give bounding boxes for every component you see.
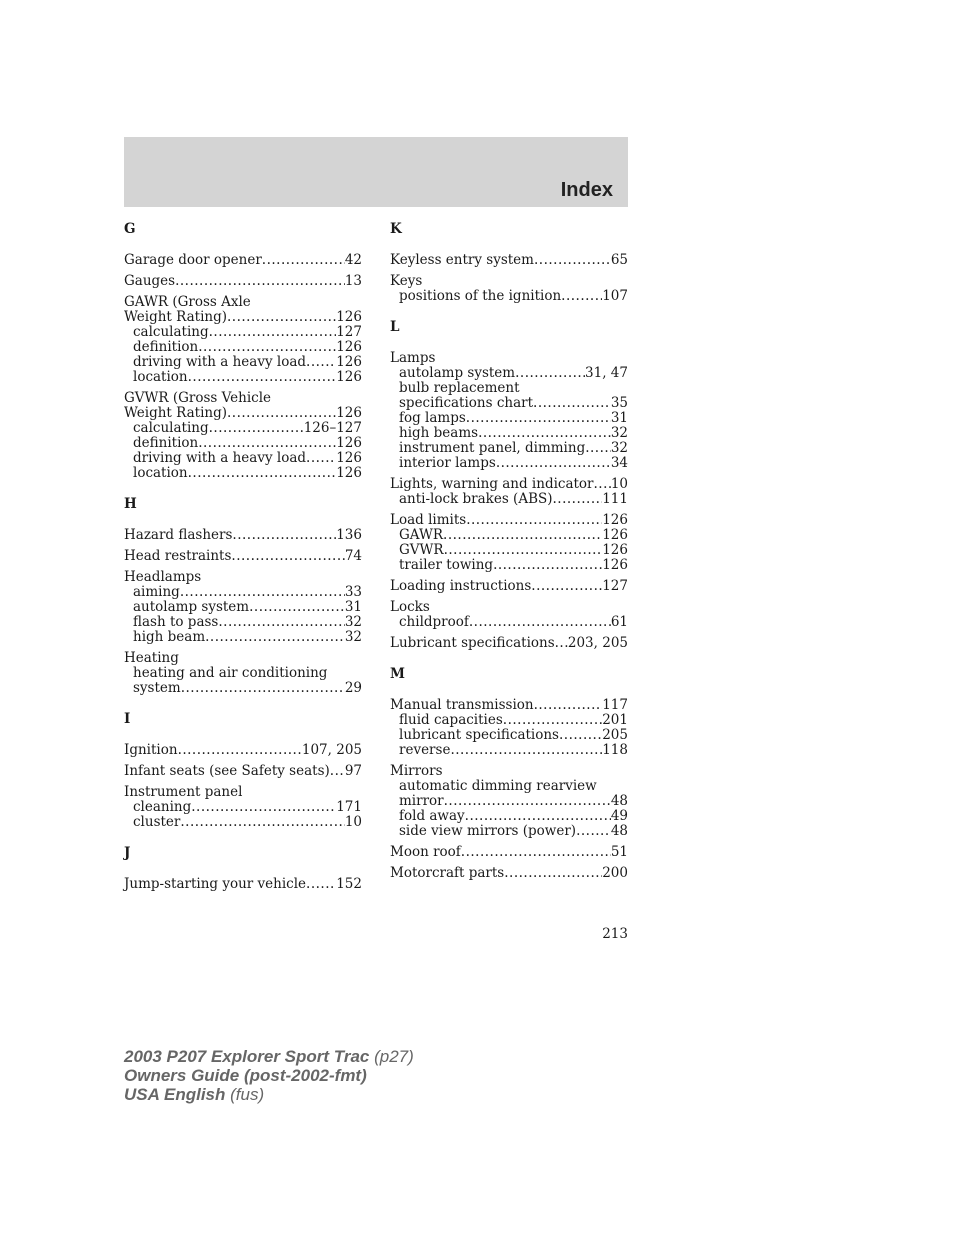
- index-subentry: [390, 289, 628, 304]
- dot-leader: [191, 800, 336, 815]
- page-reference: 126: [336, 339, 362, 355]
- entry-text: autolamp system: [133, 599, 250, 615]
- section-letter: K: [390, 221, 402, 237]
- index-subentry: [124, 800, 362, 815]
- entry-text: location: [133, 465, 188, 481]
- index-entry-line: [124, 570, 362, 585]
- index-entry: [390, 579, 628, 594]
- dot-leader: [504, 866, 602, 881]
- index-entry: [390, 600, 628, 630]
- index-entry-line: [390, 866, 628, 881]
- dot-leader: [534, 698, 603, 713]
- entry-text: Hazard flashers: [124, 527, 233, 543]
- entry-text: Locks: [390, 599, 430, 615]
- page-reference: 74: [344, 548, 362, 564]
- entry-text: cleaning: [133, 799, 192, 815]
- entry-text: Loading instructions: [390, 578, 532, 594]
- page-reference: 107, 205: [301, 742, 362, 758]
- entry-text: GVWR (Gross Vehicle: [124, 390, 272, 406]
- page-reference: 35: [610, 395, 628, 411]
- dot-leader: [515, 366, 585, 381]
- dot-leader: [205, 630, 345, 645]
- entry-text: flash to pass: [133, 614, 219, 630]
- index-entry: [124, 651, 362, 696]
- index-column-right: [390, 222, 628, 887]
- page-reference: 61: [610, 614, 628, 630]
- index-subentry: [390, 558, 628, 573]
- index-entry-line: [124, 764, 362, 779]
- entry-text: calculating: [133, 324, 209, 340]
- page-reference: 127: [602, 578, 628, 594]
- page-reference: 31: [344, 599, 362, 615]
- page-reference: 29: [344, 680, 362, 696]
- index-entry-line: [124, 528, 362, 543]
- index-entry: [390, 866, 628, 881]
- page-reference: 126: [336, 369, 362, 385]
- index-entry: [124, 877, 362, 892]
- entry-text: fog lamps: [399, 410, 466, 426]
- index-entry-line: [124, 295, 362, 310]
- index-subentry: [124, 615, 362, 630]
- index-subentry: [124, 630, 362, 645]
- page-reference: 10: [344, 814, 362, 830]
- index-entry-line: [124, 651, 362, 666]
- entry-text: specifications chart: [399, 395, 534, 411]
- dot-leader: [534, 253, 611, 268]
- page-reference: 49: [610, 808, 628, 824]
- page-reference: 117: [602, 697, 628, 713]
- index-subentry: [390, 366, 628, 381]
- page-reference: 33: [344, 584, 362, 600]
- section-letter: H: [124, 496, 137, 512]
- entry-text: reverse: [399, 742, 451, 758]
- index-header-bar: [124, 137, 628, 207]
- page-reference: 126: [336, 309, 362, 325]
- index-subentry: [390, 528, 628, 543]
- index-subentry: [390, 411, 628, 426]
- entry-text: Lubricant specifications: [390, 635, 555, 651]
- index-subentry: [390, 809, 628, 824]
- page-reference: 48: [610, 793, 628, 809]
- footer-language-code: (fus): [230, 1085, 265, 1104]
- section-letter: J: [124, 845, 131, 861]
- dot-leader: [461, 845, 611, 860]
- dot-leader: [585, 441, 611, 456]
- index-subentry: [390, 543, 628, 558]
- index-entry: [390, 764, 628, 839]
- section-letter: L: [390, 319, 400, 335]
- index-subentry: [390, 396, 628, 411]
- index-entry-line: [124, 253, 362, 268]
- entry-text: instrument panel, dimming: [399, 440, 586, 456]
- index-subentry: [124, 370, 362, 385]
- page-reference: 136: [336, 527, 362, 543]
- page-reference: 127: [336, 324, 362, 340]
- index-subentry: [390, 456, 628, 471]
- dot-leader: [531, 579, 602, 594]
- entry-text: calculating: [133, 420, 209, 436]
- page-reference: 126: [336, 354, 362, 370]
- footer-vehicle-title: 2003 P207 Explorer Sport Trac: [124, 1047, 370, 1066]
- index-subentry: [124, 681, 362, 696]
- footer-guide-title: Owners Guide (post-2002-fmt): [124, 1066, 367, 1085]
- entry-text: Weight Rating): [124, 405, 228, 421]
- dot-leader: [209, 325, 337, 340]
- entry-text: Manual transmission: [390, 697, 534, 713]
- page-reference: 111: [602, 491, 628, 507]
- dot-leader: [444, 543, 603, 558]
- dot-leader: [444, 794, 611, 809]
- index-subentry: [390, 779, 628, 794]
- dot-leader: [227, 310, 336, 325]
- index-entry: [124, 549, 362, 564]
- footer-line-3: [124, 1085, 414, 1104]
- index-entry-line: [124, 743, 362, 758]
- page-reference: 126: [602, 557, 628, 573]
- entry-text: Mirrors: [390, 763, 443, 779]
- page-reference: 48: [610, 823, 628, 839]
- index-entry: [124, 764, 362, 779]
- page-number: 213: [602, 926, 628, 942]
- page-reference: 126: [336, 405, 362, 421]
- index-entry: [124, 785, 362, 830]
- index-entry: [124, 570, 362, 645]
- index-entry: [390, 351, 628, 471]
- page-reference: 152: [336, 876, 362, 892]
- index-subentry: [390, 794, 628, 809]
- entry-text: GVWR: [399, 542, 444, 558]
- dot-leader: [227, 406, 336, 421]
- dot-leader: [180, 815, 344, 830]
- index-entry-line: [124, 310, 362, 325]
- footer-line-1: [124, 1047, 414, 1066]
- dot-leader: [466, 513, 602, 528]
- index-entry-line: [390, 600, 628, 615]
- entry-text: driving with a heavy load: [133, 450, 307, 466]
- page-reference: 107: [602, 288, 628, 304]
- dot-leader: [231, 549, 344, 564]
- index-entry-line: [390, 351, 628, 366]
- entry-text: side view mirrors (power): [399, 823, 577, 839]
- entry-text: Motorcraft parts: [390, 865, 505, 881]
- entry-text: location: [133, 369, 188, 385]
- index-subentry: [390, 492, 628, 507]
- entry-text: Garage door opener: [124, 252, 262, 268]
- page-reference: 65: [610, 252, 628, 268]
- entry-text: cluster: [133, 814, 181, 830]
- entry-text: driving with a heavy load: [133, 354, 307, 370]
- entry-text: anti-lock brakes (ABS): [399, 491, 553, 507]
- index-subentry: [124, 451, 362, 466]
- dot-leader: [503, 713, 602, 728]
- index-subentry: [390, 743, 628, 758]
- dot-leader: [559, 728, 602, 743]
- page-reference: 31: [610, 410, 628, 426]
- index-entry: [390, 636, 628, 651]
- page-reference: 118: [602, 742, 628, 758]
- index-entry: [390, 845, 628, 860]
- entry-text: Ignition: [124, 742, 178, 758]
- dot-leader: [198, 436, 336, 451]
- entry-text: childproof: [399, 614, 469, 630]
- dot-leader: [553, 492, 603, 507]
- entry-text: Infant seats (see Safety seats): [124, 763, 330, 779]
- index-subentry: [124, 436, 362, 451]
- index-entry-line: [390, 274, 628, 289]
- index-subentry: [390, 426, 628, 441]
- dot-leader: [306, 355, 336, 370]
- index-entry-line: [124, 785, 362, 800]
- page-reference: 32: [610, 440, 628, 456]
- dot-leader: [175, 274, 345, 289]
- entry-text: GAWR: [399, 527, 444, 543]
- entry-text: high beam: [133, 629, 206, 645]
- page-title: Index: [560, 179, 613, 201]
- footer-line-2: [124, 1066, 414, 1085]
- index-entry-line: [124, 406, 362, 421]
- index-entry-line: [124, 877, 362, 892]
- entry-text: Load limits: [390, 512, 467, 528]
- document-footer: [124, 1047, 414, 1104]
- entry-text: Headlamps: [124, 569, 202, 585]
- entry-text: bulb replacement: [399, 380, 520, 396]
- index-entry-line: [124, 274, 362, 289]
- index-column-left: [124, 222, 362, 898]
- index-entry-line: [390, 477, 628, 492]
- dot-leader: [218, 615, 344, 630]
- entry-text: fold away: [399, 808, 465, 824]
- dot-leader: [306, 451, 336, 466]
- entry-text: automatic dimming rearview: [399, 778, 597, 794]
- dot-leader: [188, 370, 337, 385]
- index-subentry: [390, 615, 628, 630]
- footer-language: USA English: [124, 1085, 226, 1104]
- page-reference: 126: [336, 465, 362, 481]
- page-reference: 203, 205: [567, 635, 628, 651]
- dot-leader: [555, 636, 568, 651]
- dot-leader: [561, 289, 602, 304]
- dot-leader: [306, 877, 336, 892]
- index-entry-line: [124, 549, 362, 564]
- entry-text: Instrument panel: [124, 784, 243, 800]
- dot-leader: [496, 456, 611, 471]
- index-entry: [124, 274, 362, 289]
- section-letter: M: [390, 666, 405, 682]
- dot-leader: [576, 824, 611, 839]
- page-reference: 126: [336, 435, 362, 451]
- index-subentry: [124, 340, 362, 355]
- index-entry: [124, 295, 362, 385]
- page-reference: 34: [610, 455, 628, 471]
- section-letter: G: [124, 221, 136, 237]
- page-reference: 171: [336, 799, 362, 815]
- page-reference: 32: [344, 614, 362, 630]
- dot-leader: [478, 426, 611, 441]
- index-subentry: [390, 824, 628, 839]
- entry-text: high beams: [399, 425, 479, 441]
- index-entry-line: [390, 764, 628, 779]
- index-entry-line: [390, 636, 628, 651]
- dot-leader: [209, 421, 304, 436]
- index-subentry: [124, 815, 362, 830]
- dot-leader: [469, 615, 611, 630]
- index-entry: [390, 274, 628, 304]
- footer-vehicle-code: (p27): [374, 1047, 414, 1066]
- index-subentry: [390, 441, 628, 456]
- page-reference: 201: [602, 712, 628, 728]
- dot-leader: [493, 558, 602, 573]
- entry-text: aiming: [133, 584, 180, 600]
- index-entry-line: [390, 579, 628, 594]
- index-subentry: [124, 666, 362, 681]
- dot-leader: [188, 466, 337, 481]
- index-entry: [390, 253, 628, 268]
- index-entry: [390, 698, 628, 758]
- dot-leader: [232, 528, 336, 543]
- dot-leader: [465, 809, 611, 824]
- index-subentry: [124, 600, 362, 615]
- dot-leader: [594, 477, 611, 492]
- page-reference: 126: [602, 527, 628, 543]
- entry-text: definition: [133, 339, 199, 355]
- dot-leader: [249, 600, 345, 615]
- entry-text: Heating: [124, 650, 179, 666]
- index-subentry: [390, 713, 628, 728]
- index-entry: [390, 513, 628, 573]
- entry-text: Head restraints: [124, 548, 232, 564]
- entry-text: Gauges: [124, 273, 176, 289]
- page-reference: 32: [344, 629, 362, 645]
- index-subentry: [390, 728, 628, 743]
- page-reference: 126–127: [303, 420, 362, 436]
- page-reference: 126: [602, 542, 628, 558]
- index-subentry: [124, 466, 362, 481]
- dot-leader: [443, 528, 602, 543]
- index-entry-line: [390, 845, 628, 860]
- entry-text: autolamp system: [399, 365, 516, 381]
- index-entry: [124, 528, 362, 543]
- entry-text: Lamps: [390, 350, 436, 366]
- dot-leader: [330, 764, 345, 779]
- index-entry-line: [124, 391, 362, 406]
- index-entry: [124, 743, 362, 758]
- index-entry-line: [390, 698, 628, 713]
- entry-text: Jump-starting your vehicle: [124, 876, 307, 892]
- entry-text: Moon roof: [390, 844, 461, 860]
- entry-text: fluid capacities: [399, 712, 503, 728]
- index-subentry: [124, 325, 362, 340]
- entry-text: system: [133, 680, 181, 696]
- dot-leader: [181, 681, 345, 696]
- section-letter: I: [124, 711, 131, 727]
- entry-text: heating and air conditioning: [133, 665, 328, 681]
- index-entry-line: [390, 513, 628, 528]
- dot-leader: [466, 411, 611, 426]
- dot-leader: [198, 340, 336, 355]
- entry-text: Keys: [390, 273, 423, 289]
- entry-text: Weight Rating): [124, 309, 228, 325]
- page-reference: 10: [610, 476, 628, 492]
- entry-text: positions of the ignition: [399, 288, 562, 304]
- index-entry: [124, 391, 362, 481]
- page-reference: 126: [336, 450, 362, 466]
- page-reference: 31, 47: [585, 365, 628, 381]
- index-subentry: [124, 355, 362, 370]
- index-entry: [390, 477, 628, 507]
- index-subentry: [390, 381, 628, 396]
- dot-leader: [450, 743, 602, 758]
- dot-leader: [262, 253, 345, 268]
- entry-text: Keyless entry system: [390, 252, 534, 268]
- index-subentry: [124, 421, 362, 436]
- page-reference: 126: [602, 512, 628, 528]
- index-entry: [124, 253, 362, 268]
- index-entry-line: [390, 253, 628, 268]
- entry-text: trailer towing: [399, 557, 494, 573]
- page-reference: 42: [344, 252, 362, 268]
- page-reference: 51: [610, 844, 628, 860]
- dot-leader: [180, 585, 345, 600]
- entry-text: mirror: [399, 793, 444, 809]
- dot-leader: [178, 743, 302, 758]
- entry-text: definition: [133, 435, 199, 451]
- entry-text: Lights, warning and indicator: [390, 476, 594, 492]
- page-reference: 13: [344, 273, 362, 289]
- entry-text: GAWR (Gross Axle: [124, 294, 251, 310]
- page-reference: 32: [610, 425, 628, 441]
- entry-text: lubricant specifications: [399, 727, 559, 743]
- entry-text: interior lamps: [399, 455, 496, 471]
- dot-leader: [533, 396, 611, 411]
- page-reference: 200: [602, 865, 628, 881]
- page-reference: 205: [602, 727, 628, 743]
- index-subentry: [124, 585, 362, 600]
- page-reference: 97: [344, 763, 362, 779]
